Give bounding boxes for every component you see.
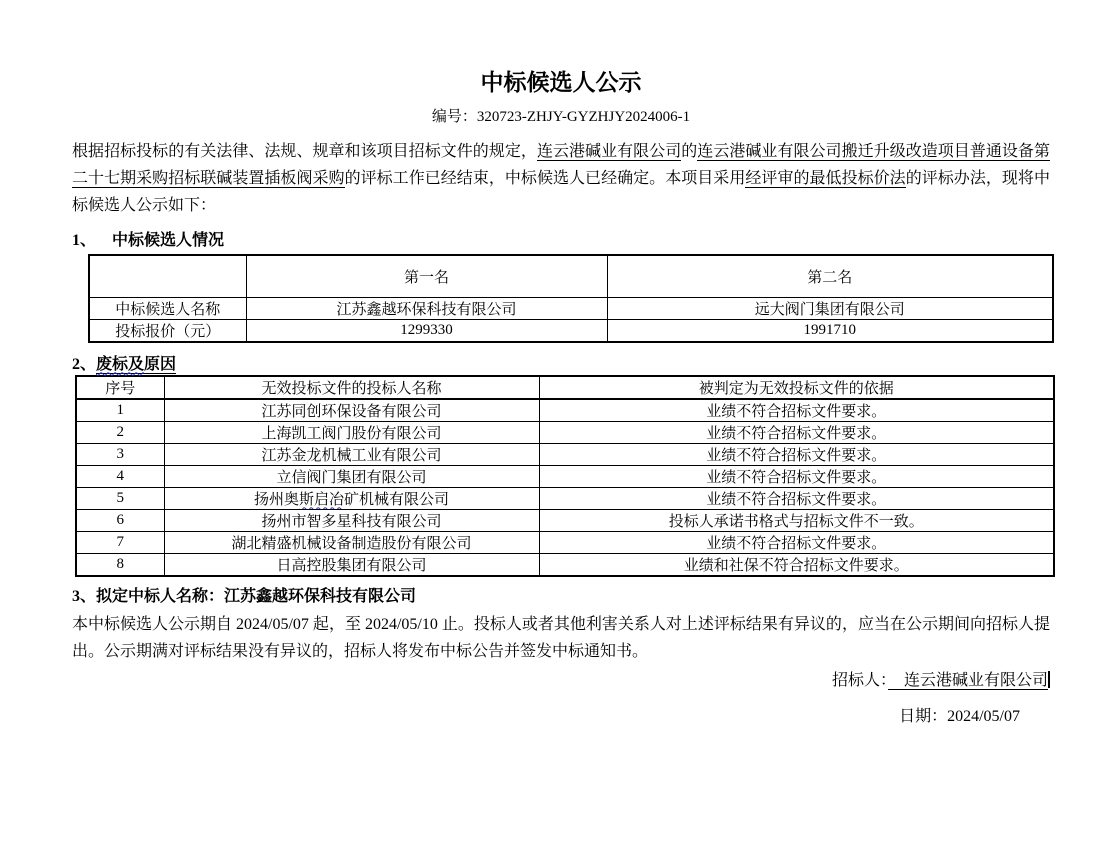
closing-paragraph: 本中标候选人公示期自 2024/05/07 起，至 2024/05/10 止。投标人或者其他利害关系人对上述评标结果有异议的，应当在公示期间向招标人提出。公示期满对评标结果没有异议的，招标人将发布中标公告并签发中标通知书。	[72, 615, 1050, 660]
cell-no: 5	[76, 487, 164, 509]
cell-bidder-name: 上海凯工阀门股份有限公司	[164, 421, 539, 443]
candidate-second-cell: 远大阀门集团有限公司	[607, 297, 1053, 319]
text-segment: 根据招标投标的有关法律、法规、规章和该项目招标文件的规定，	[72, 143, 537, 160]
table-header-cell-first: 第一名	[246, 255, 607, 297]
date-label: 日期：	[899, 707, 948, 725]
cell-no: 1	[76, 399, 164, 422]
text-segment: 连云港碱业有限公司搬迁升级改造项目普通设备第二十七期采购招标联碱装置插板阀采购	[72, 143, 1050, 187]
table-row	[76, 443, 1054, 465]
cell-bidder-name	[164, 487, 539, 509]
cell-bidder-name: 日高控股集团有限公司	[164, 553, 539, 576]
section2-number: 2、	[72, 355, 97, 373]
cell-bidder-name: 江苏金龙机械工业有限公司	[164, 443, 539, 465]
table-row	[76, 509, 1054, 531]
section2-heading-text	[96, 356, 176, 374]
cell-reason: 业绩和社保不符合招标文件要求。	[539, 553, 1054, 576]
header-cell-no: 序号	[76, 376, 164, 399]
text-segment: 的评标办法，现将中标候选人公示如下：	[72, 170, 1050, 214]
text-segment	[888, 672, 904, 690]
section1-heading	[72, 227, 1050, 250]
date-value: 2024/05/07	[947, 707, 1020, 725]
text-segment: 经评审的最低投标价法	[745, 170, 906, 187]
table-row	[76, 487, 1054, 509]
text-segment: 连云港碱业有限公司	[536, 143, 682, 160]
row-label-cell: 投标报价（元）	[89, 319, 246, 342]
price-first-cell: 1299330	[246, 319, 607, 342]
table-row-bid-price	[89, 319, 1053, 342]
intro-paragraph	[72, 138, 1050, 219]
cell-bidder-name: 湖北精盛机械设备制造股份有限公司	[164, 531, 539, 553]
doc-number-label: 编号：	[431, 109, 477, 125]
row-label-cell: 中标候选人名称	[89, 297, 246, 319]
table-row	[76, 465, 1054, 487]
cell-bidder-name: 江苏同创环保设备有限公司	[164, 399, 539, 422]
table-header-cell-second: 第二名	[607, 255, 1053, 297]
table-row	[76, 421, 1054, 443]
cell-reason: 业绩不符合招标文件要求。	[539, 399, 1054, 422]
cell-bidder-name: 扬州市智多星科技有限公司	[164, 509, 539, 531]
table-header-cell-empty	[89, 255, 246, 297]
doc-number-line	[72, 105, 1050, 126]
header-cell-reason: 被判定为无效投标文件的依据	[539, 376, 1054, 399]
date-line	[72, 703, 1050, 726]
cell-no: 6	[76, 509, 164, 531]
candidate-first-cell: 江苏鑫越环保科技有限公司	[246, 297, 607, 319]
tenderer-name	[832, 672, 1048, 690]
text-segment: 招标人：	[831, 671, 888, 689]
cell-no: 7	[76, 531, 164, 553]
cell-reason: 业绩不符合招标文件要求。	[539, 443, 1054, 465]
table-row	[76, 553, 1054, 576]
table-header-row	[89, 255, 1053, 297]
winning-candidates-table	[88, 254, 1054, 343]
cell-reason: 业绩不符合招标文件要求。	[539, 421, 1054, 443]
section3-number: 3、	[72, 587, 97, 605]
text-segment: 的评标工作已经结束，中标候选人已经确定。本项目采用	[344, 170, 746, 187]
cell-no: 4	[76, 465, 164, 487]
section1-number: 1、	[72, 232, 97, 249]
section1-heading-text: 中标候选人情况	[112, 232, 225, 249]
document-page	[0, 64, 1120, 854]
rejected-bids-table	[75, 375, 1055, 577]
cell-reason: 投标人承诺书格式与招标文件不一致。	[539, 509, 1054, 531]
price-second-cell: 1991710	[607, 319, 1053, 342]
text-segment: 的	[681, 143, 698, 160]
header-cell-bidder-name: 无效投标文件的投标人名称	[164, 376, 539, 399]
text-segment: 扬州奥	[253, 491, 299, 508]
table-row-candidate-name	[89, 297, 1053, 319]
cell-no: 8	[76, 553, 164, 576]
cell-reason: 业绩不符合招标文件要求。	[539, 531, 1054, 553]
cell-reason: 业绩不符合招标文件要求。	[539, 465, 1054, 487]
text-segment: 废标及	[96, 355, 145, 373]
section2-heading	[72, 351, 1050, 374]
document-title: 中标候选人公示	[480, 70, 642, 95]
cell-reason: 业绩不符合招标文件要求。	[539, 487, 1054, 509]
text-cursor	[1048, 671, 1050, 688]
text-segment: 连云港碱业有限公司	[903, 671, 1048, 689]
cell-bidder-name: 立信阀门集团有限公司	[164, 465, 539, 487]
section3-heading-text: 拟定中标人名称：江苏鑫越环保科技有限公司	[96, 587, 417, 605]
section3-heading	[72, 583, 1050, 606]
text-segment: 矿机械有限公司	[344, 491, 450, 508]
cell-no: 2	[76, 421, 164, 443]
table-row	[76, 399, 1054, 422]
cell-no: 3	[76, 443, 164, 465]
doc-number-value: 320723-ZHJY-GYZHJY2024006-1	[476, 109, 691, 125]
text-segment: 原因	[144, 355, 177, 373]
text-segment: 斯启冶	[298, 491, 344, 508]
table-row	[76, 531, 1054, 553]
table-header-row	[76, 376, 1054, 399]
tenderer-signature-line	[72, 669, 1050, 693]
